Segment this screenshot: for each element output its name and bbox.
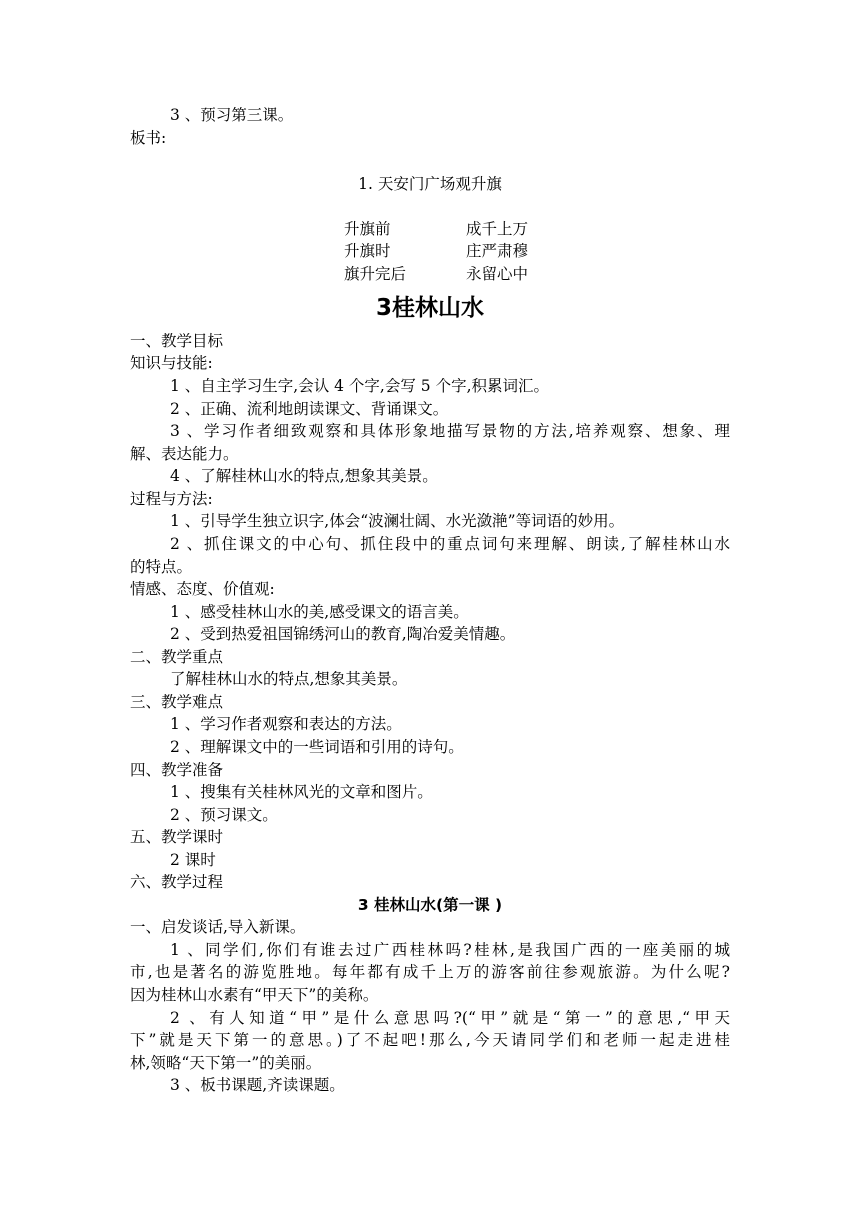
emotion-item-1: 1 、感受桂林山水的美,感受课文的语言美。 [170,603,469,621]
process-item-1: 1 、引导学生独立识字,体会“波澜壮阔、水光潋滟”等词语的妙用。 [170,512,625,530]
knowledge-item-1: 1 、自主学习生字,会认 4 个字,会写 5 个字,积累词汇。 [170,377,550,395]
lesson-title: 3桂林山水 [375,295,484,321]
board-title: 1. 天安门广场观升旗 [358,175,502,193]
board-row-left: 升旗前 [344,220,391,238]
knowledge-item-3-line1: 3 、学习作者细致观察和具体形象地描写景物的方法,培养观察、想象、理 [170,422,730,440]
difficulties-item-2: 2 、理解课文中的一些词语和引用的诗句。 [170,738,464,756]
keypoints-text: 了解桂林山水的特点,想象其美景。 [170,670,408,688]
board-row-right: 庄严肃穆 [466,242,529,260]
knowledge-label: 知识与技能: [130,354,213,372]
step-2-para-line1: 2 、有人知道“甲”是什么意思吗?(“甲”就是“第一”的意思,“甲天 [170,1009,730,1027]
process-label: 过程与方法: [130,490,213,508]
step-2-para-line2: 下”就是天下第一的意思。)了不起吧!那么,今天请同学们和老师一起走进桂 [130,1031,730,1049]
prev-item-3: 3 、预习第三课。 [170,106,294,124]
knowledge-item-2: 2 、正确、流利地朗读课文、背诵课文。 [170,400,449,418]
step-1-heading: 一、启发谈话,导入新课。 [130,918,306,936]
difficulties-item-1: 1 、学习作者观察和表达的方法。 [170,715,402,733]
process-item-2-line1: 2 、抓住课文的中心句、抓住段中的重点词句来理解、朗读,了解桂林山水 [170,535,730,553]
section-heading-preparation: 四、教学准备 [130,761,224,779]
preparation-item-1: 1 、搜集有关桂林风光的文章和图片。 [170,783,433,801]
step-1-para-line3: 因为桂林山水素有“甲天下”的美称。 [130,986,379,1004]
board-row-right: 永留心中 [466,265,529,283]
emotion-item-2: 2 、受到热爱祖国锦绣河山的教育,陶冶爱美情趣。 [170,625,516,643]
step-3-text: 3 、板书课题,齐读课题。 [170,1076,345,1094]
board-label: 板书: [130,129,167,147]
emotion-label: 情感、态度、价值观: [130,580,275,598]
hours-text: 2 课时 [170,851,216,869]
section-heading-hours: 五、教学课时 [130,828,224,846]
step-2-para-line3: 林,领略“天下第一”的美丽。 [130,1054,322,1072]
board-row-left: 升旗时 [344,242,391,260]
section-heading-process: 六、教学过程 [130,873,224,891]
lesson-subtitle: 3 桂林山水(第一课 ) [357,896,503,914]
preparation-item-2: 2 、预习课文。 [170,806,278,824]
step-1-para-line2: 市,也是著名的游览胜地。每年都有成千上万的游客前往参观旅游。为什么呢? [130,963,730,981]
step-1-para-line1: 1 、同学们,你们有谁去过广西桂林吗?桂林,是我国广西的一座美丽的城 [170,941,730,959]
board-row-left: 旗升完后 [344,265,407,283]
board-row-right: 成千上万 [466,220,529,238]
section-heading-difficulties: 三、教学难点 [130,693,224,711]
process-item-2-line2: 的特点。 [130,558,193,576]
knowledge-item-3-line2: 解、表达能力。 [130,445,239,463]
knowledge-item-4: 4 、了解桂林山水的特点,想象其美景。 [170,467,438,485]
section-heading-objectives: 一、教学目标 [130,332,224,350]
section-heading-keypoints: 二、教学重点 [130,648,224,666]
